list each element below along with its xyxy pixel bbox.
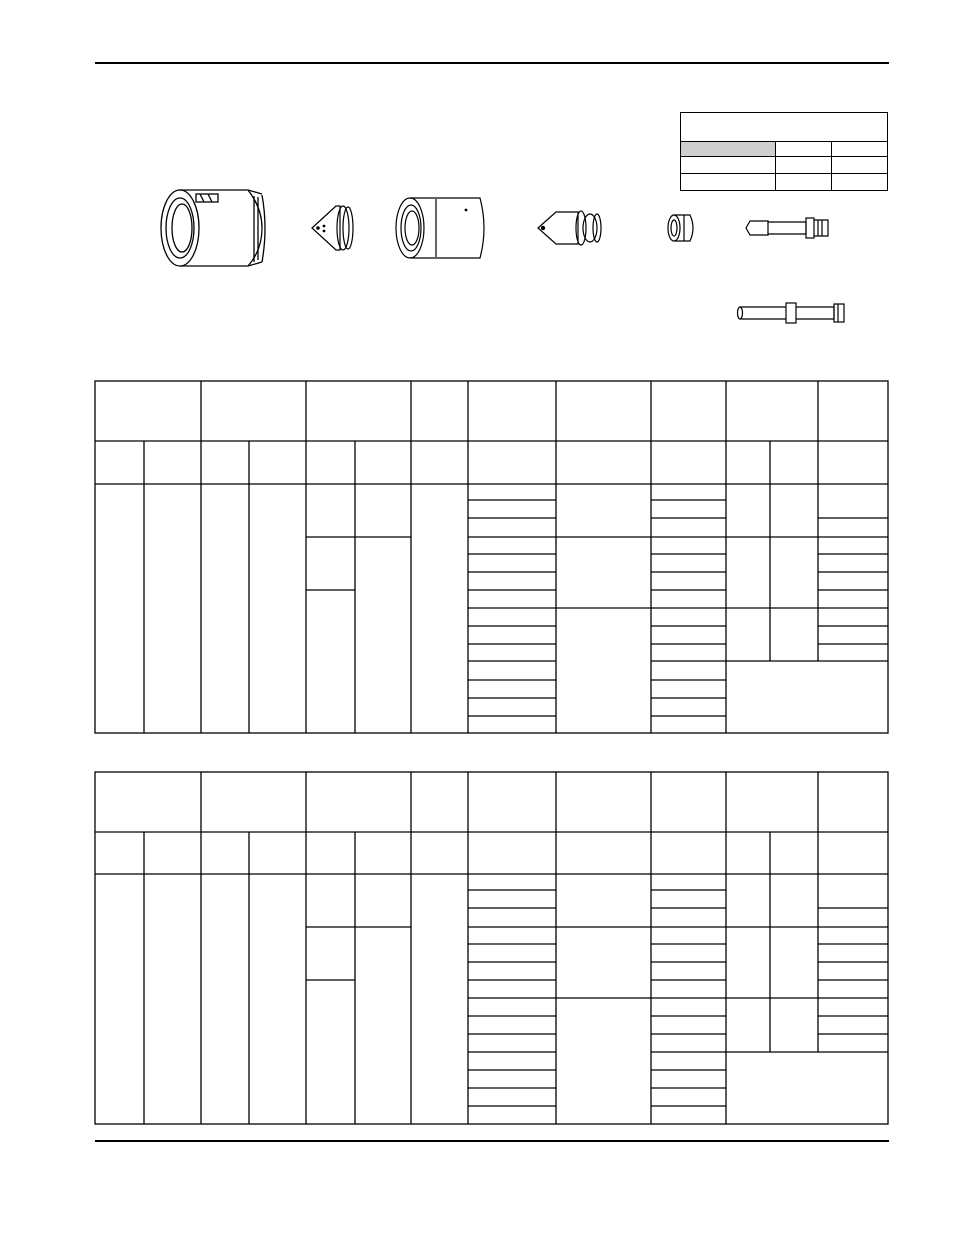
nozzle-illustration [538,211,601,245]
small-table-highlight-cell [681,141,775,156]
consumables-table-1 [94,380,890,736]
electrode-illustration [746,218,828,238]
retaining-cap-2-illustration [396,198,484,258]
shield-illustration [312,206,353,250]
retaining-cap-illustration [161,190,265,266]
electrode-tool-illustration [738,303,845,323]
swirl-ring-illustration [668,215,693,241]
small-table [680,113,888,192]
consumables-table-2 [94,771,890,1127]
